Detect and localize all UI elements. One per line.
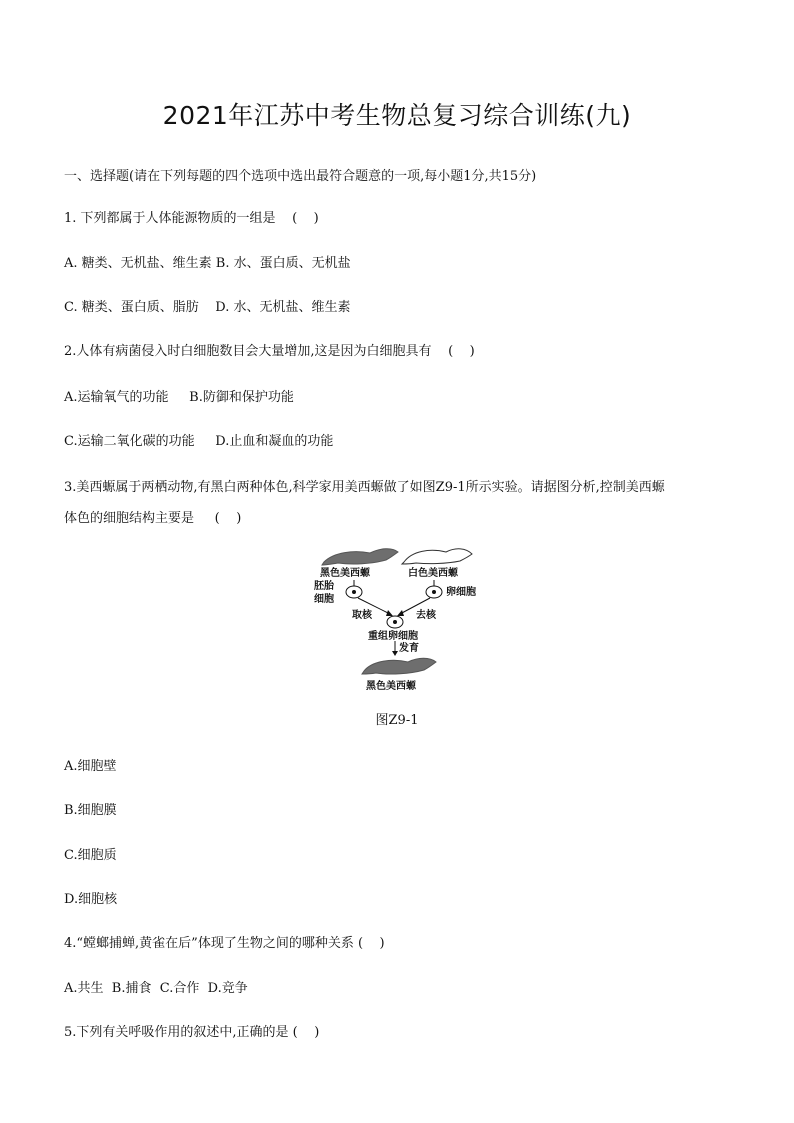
axolotl-nuclear-transfer-diagram (306, 540, 496, 696)
page-title: 2021年江苏中考生物总复习综合训练(九) (162, 101, 632, 130)
result-axolotl-label: 黑色美西螈 (366, 681, 416, 692)
question-4-options: A.共生 B.捕食 C.合作 D.竞争 (64, 981, 248, 996)
result-black-axolotl-image (362, 658, 436, 674)
black-axolotl-image (322, 549, 398, 565)
black-axolotl-label: 黑色美西螈 (320, 568, 370, 579)
take-nucleus-label: 取核 (352, 610, 372, 621)
question-2-option-line-1: A.运输氧气的功能 B.防御和保护功能 (64, 390, 294, 405)
question-3-option-b: B.细胞膜 (64, 803, 117, 818)
section-heading: 一、选择题(请在下列每题的四个选项中选出最符合题意的一项,每小题1分,共15分) (64, 169, 537, 184)
question-2-stem: 2.人体有病菌侵入时白细胞数目会大量增加,这是因为白细胞具有 ( ) (64, 344, 475, 359)
embryo-cell-label-1: 胚胎 (314, 581, 334, 592)
figure-caption: 图Z9-1 (375, 713, 419, 728)
question-1-stem: 1. 下列都属于人体能源物质的一组是 ( ) (64, 211, 319, 226)
recombined-egg-label: 重组卵细胞 (368, 631, 418, 642)
white-axolotl-image (402, 549, 472, 564)
embryo-cell-label-2: 细胞 (314, 594, 334, 605)
question-3-option-a: A.细胞壁 (64, 759, 117, 774)
question-4-stem: 4.“螳螂捕蝉,黄雀在后”体现了生物之间的哪种关系 ( ) (64, 936, 385, 951)
question-1-option-line-2: C. 糖类、蛋白质、脂肪 D. 水、无机盐、维生素 (64, 300, 351, 315)
question-2-option-line-2: C.运输二氧化碳的功能 D.止血和凝血的功能 (64, 434, 334, 449)
white-axolotl-label: 白色美西螈 (408, 568, 458, 579)
develop-label: 发育 (399, 643, 419, 654)
question-3-stem-line-1: 3.美西螈属于两栖动物,有黑白两种体色,科学家用美西螈做了如图Z9-1所示实验。请据图分析,控制美西螈 (64, 480, 665, 495)
question-3-option-c: C.细胞质 (64, 848, 117, 863)
remove-nucleus-label: 去核 (416, 610, 436, 621)
question-3-stem-line-2: 体色的细胞结构主要是 ( ) (64, 511, 242, 526)
question-1-option-line-1: A. 糖类、无机盐、维生素 B. 水、蛋白质、无机盐 (64, 256, 351, 271)
egg-cell-label: 卵细胞 (446, 587, 476, 598)
question-5-stem: 5.下列有关呼吸作用的叙述中,正确的是 ( ) (64, 1025, 320, 1040)
question-3-option-d: D.细胞核 (64, 892, 118, 907)
